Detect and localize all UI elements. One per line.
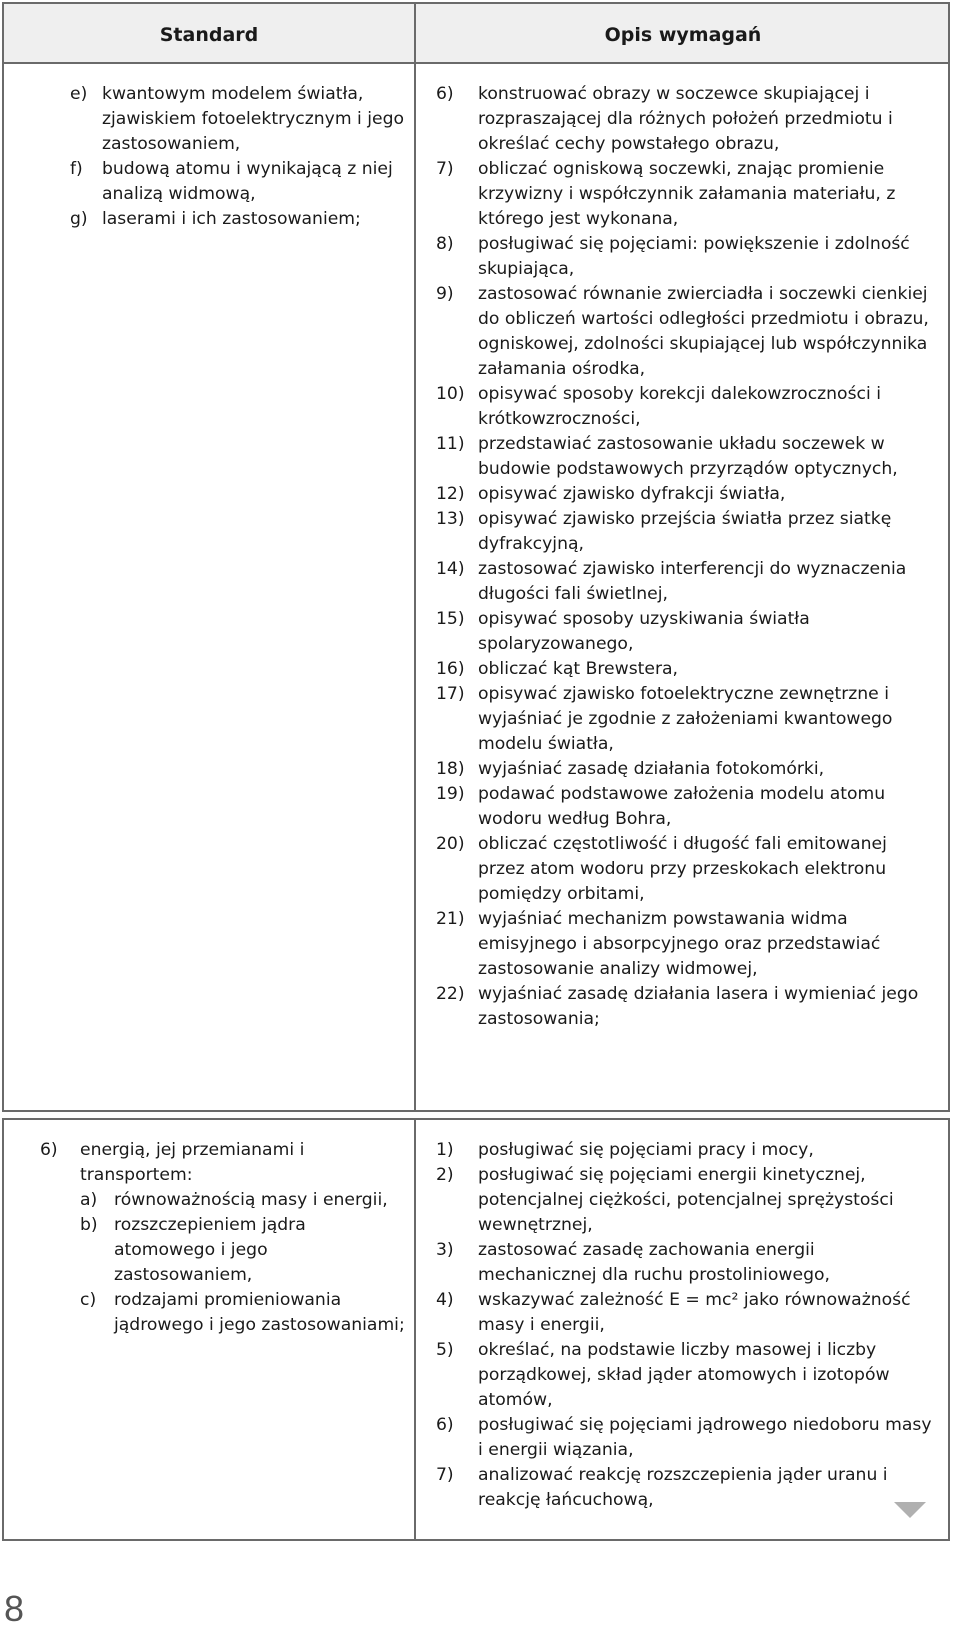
list-item: 5) określać, na podstawie liczby masowej i liczby porządkowej, skład jąder atomowych i izotopów atomów, — [436, 1340, 890, 1410]
table-row — [2, 1118, 950, 1541]
list-item: 11) przedstawiać zastosowanie układu soczewek w budowie podstawowych przyrządów optycznych, — [436, 434, 898, 479]
header-requirements: Opis wymagań — [414, 4, 950, 62]
list-item: 16) obliczać kąt Brewstera, — [436, 659, 679, 679]
list-item: 7) analizować reakcję rozszczepienia jąder uranu i reakcję łańcuchową, — [436, 1465, 888, 1510]
sub-list — [80, 1188, 408, 1338]
list-item: 14) zastosować zjawisko interferencji do wyznaczenia długości fali świetlnej, — [436, 559, 907, 604]
list-item: 20) obliczać częstotliwość i długość fali emitowanej przez atom wodoru przy przeskokach elektronu pomiędzy orbitami, — [436, 834, 887, 904]
table-row — [2, 62, 950, 1112]
column-divider — [414, 62, 416, 1110]
list-item: 2) posługiwać się pojęciami energii kinetycznej, potencjalnej ciężkości, potencjalnej sprężystości wewnętrznej, — [436, 1165, 894, 1235]
list-item: 9) zastosować równanie zwierciadła i soczewki cienkiej do obliczeń wartości odległości przedmiotu i obrazu, ogniskowej, zdolności skupiającej lub współczynnika załamania ośrodka, — [436, 284, 929, 379]
column-divider — [414, 1120, 416, 1539]
list-item: e) kwantowym modelem światła, zjawiskiem fotoelektrycznym i jego zastosowaniem, — [70, 84, 405, 154]
list-item: 7) obliczać ogniskową soczewki, znając promienie krzywizny i współczynnik załamania materiału, z którego jest wykonana, — [436, 159, 896, 229]
list-item: 1) posługiwać się pojęciami pracy i mocy, — [436, 1140, 814, 1160]
list-item: 17) opisywać zjawisko fotoelektryczne zewnętrzne i wyjaśniać je zgodnie z założeniami kwantowego modelu światła, — [436, 684, 893, 754]
list-item: g) laserami i ich zastosowaniem; — [70, 209, 361, 229]
list-item: 19) podawać podstawowe założenia modelu atomu wodoru według Bohra, — [436, 784, 886, 829]
list-item: 6) konstruować obrazy w soczewce skupiającej i rozpraszającej dla różnych położeń przedmiotu i określać cechy powstałego obrazu, — [436, 84, 893, 154]
requirements-column — [436, 82, 932, 1032]
list-item: a) równoważnością masy i energii, — [80, 1190, 388, 1210]
list-item: 10) opisywać sposoby korekcji dalekowzroczności i krótkowzroczności, — [436, 384, 881, 429]
down-triangle-icon — [894, 1502, 926, 1518]
list-item: 21) wyjaśniać mechanizm powstawania widma emisyjnego i absorpcyjnego oraz przedstawiać zastosowanie analizy widmowej, — [436, 909, 881, 979]
list-item: f) budową atomu i wynikającą z niej analizą widmową, — [70, 159, 393, 204]
list-item: 8) posługiwać się pojęciami: powiększenie i zdolność skupiająca, — [436, 234, 910, 279]
list-item: c) rodzajami promieniowania jądrowego i jego zastosowaniami; — [80, 1290, 405, 1335]
list-item: b) rozszczepieniem jądra atomowego i jego zastosowaniem, — [80, 1215, 306, 1285]
header-standard: Standard — [159, 24, 259, 46]
standard-column — [70, 82, 410, 232]
page-number: 8 — [4, 1588, 25, 1629]
list-item: 22) wyjaśniać zasadę działania lasera i wymieniać jego zastosowania; — [436, 984, 919, 1029]
list-item: 18) wyjaśniać zasadę działania fotokomórki, — [436, 759, 825, 779]
table-header — [2, 2, 950, 64]
requirements-column — [436, 1138, 932, 1513]
standard-column — [40, 1138, 408, 1338]
list-item: 15) opisywać sposoby uzyskiwania światła spolaryzowanego, — [436, 609, 810, 654]
list-item: 3) zastosować zasadę zachowania energii mechanicznej dla ruchu prostoliniowego, — [436, 1240, 830, 1285]
list-item: 12) opisywać zjawisko dyfrakcji światła, — [436, 484, 786, 504]
list-item: 13) opisywać zjawisko przejścia światła przez siatkę dyfrakcyjną, — [436, 509, 892, 554]
list-item: 4) wskazywać zależność E = mc² jako równoważność masy i energii, — [436, 1290, 911, 1335]
list-item: 6) energią, jej przemianami i transportem: a) równoważnością masy i energii, b) rozszczepieniem jądra atomowego i jego zastosowaniem, c) rodzajami promieniowania jądrowego i jego zastosowaniami; — [40, 1138, 408, 1338]
list-item: 6) posługiwać się pojęciami jądrowego niedoboru masy i energii wiązania, — [436, 1415, 932, 1460]
